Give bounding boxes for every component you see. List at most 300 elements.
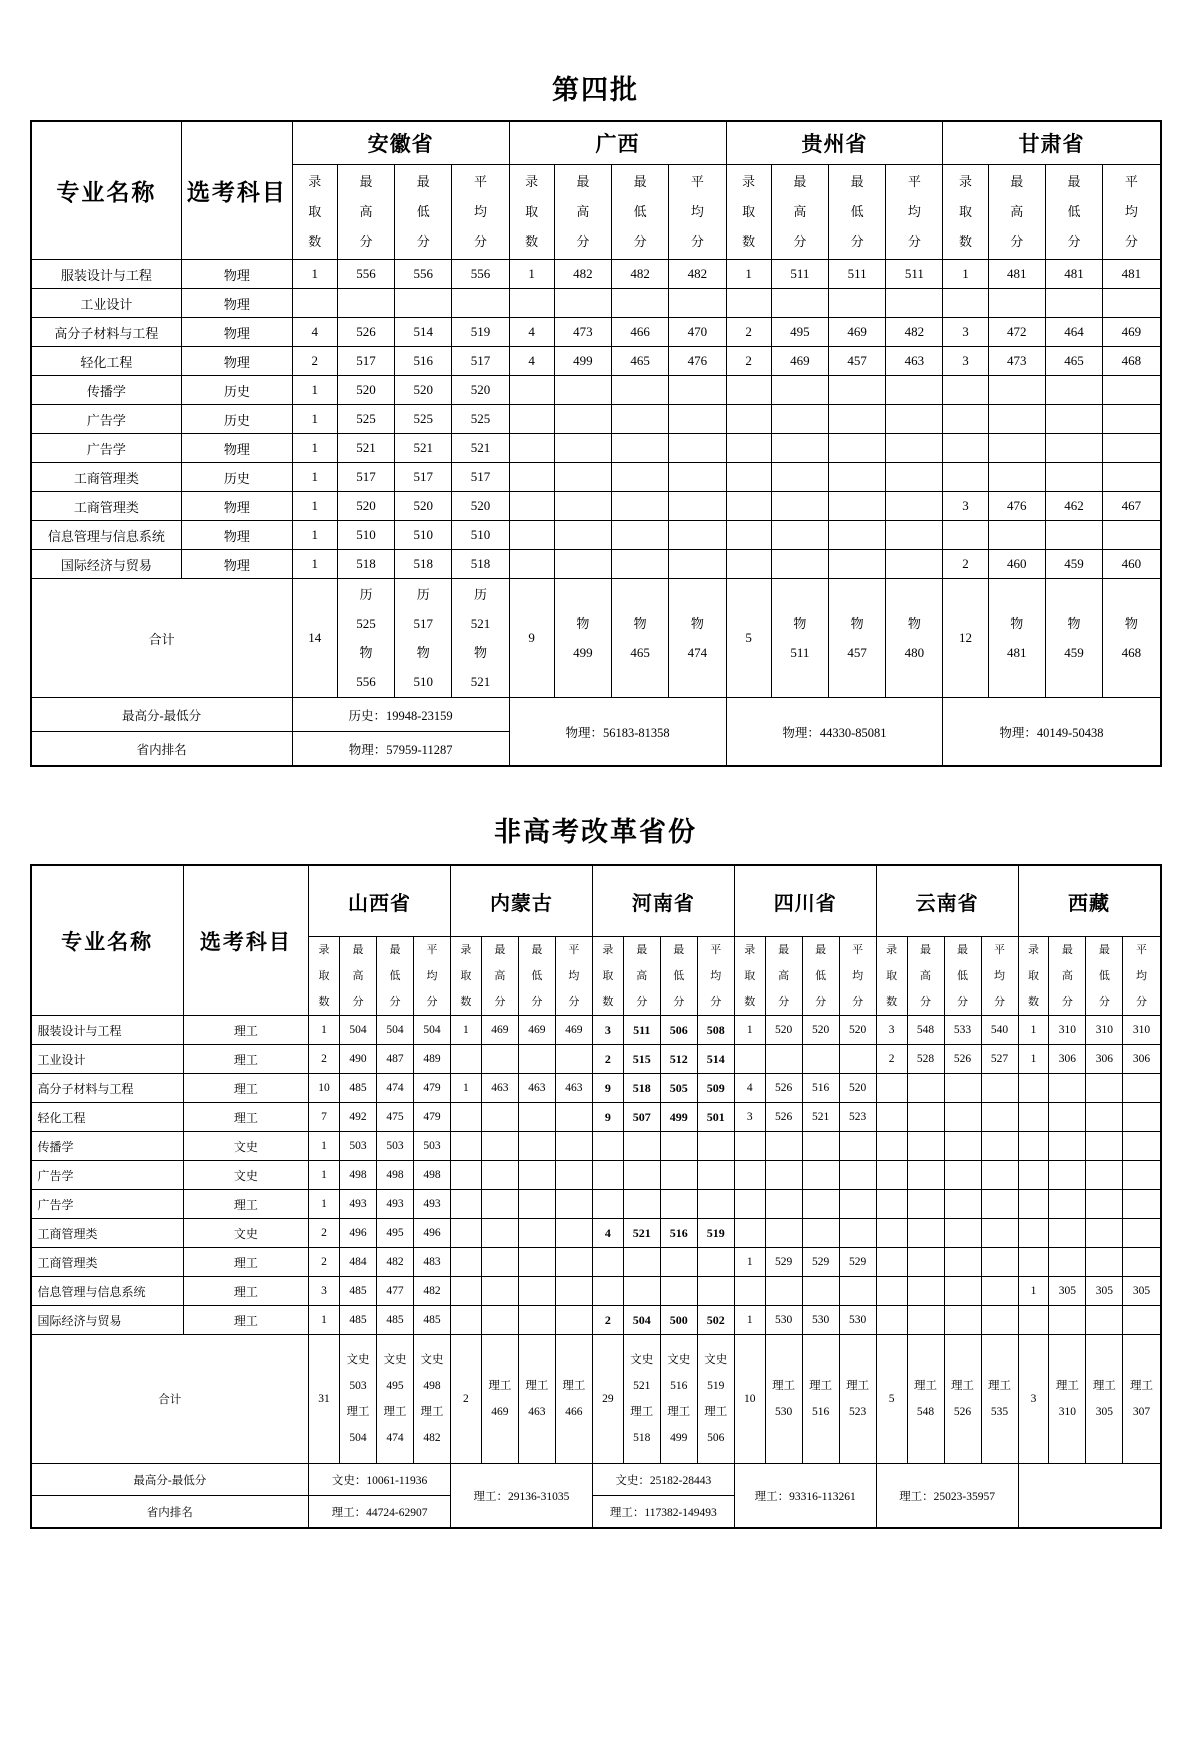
score-cell: 520 (765, 1016, 802, 1045)
score-cell: 493 (339, 1190, 376, 1219)
score-cell: 489 (413, 1045, 450, 1074)
score-cell (554, 492, 611, 521)
t2-province-henan: 河南省 (592, 866, 734, 937)
subheader-最高分: 最 高 分 (988, 165, 1045, 260)
score-cell (612, 550, 669, 579)
subject-name: 物理 (182, 318, 292, 347)
subheader-最低分: 最 低 分 (518, 937, 555, 1016)
t1-col-subject-header: 选考科目 (182, 122, 292, 260)
major-name: 工商管理类 (31, 1248, 183, 1277)
score-cell (907, 1132, 944, 1161)
score-cell: 479 (413, 1103, 450, 1132)
score-cell (771, 550, 828, 579)
score-cell: 1 (309, 1132, 340, 1161)
score-cell (592, 1190, 623, 1219)
score-cell: 518 (623, 1074, 660, 1103)
score-cell (555, 1045, 592, 1074)
score-cell (828, 289, 885, 318)
score-cell: 460 (988, 550, 1045, 579)
score-cell (1049, 1248, 1086, 1277)
score-cell (1086, 1074, 1123, 1103)
score-cell: 514 (697, 1045, 734, 1074)
score-cell: 477 (376, 1277, 413, 1306)
score-cell: 306 (1049, 1045, 1086, 1074)
summary-max-gansu: 物 481 (988, 579, 1045, 698)
table-row (31, 521, 1160, 550)
score-cell: 3 (943, 347, 988, 376)
subject-name: 文史 (183, 1219, 308, 1248)
score-cell: 472 (988, 318, 1045, 347)
score-cell (907, 1306, 944, 1335)
table-row (31, 1306, 1160, 1335)
subheader-平均分: 平 均 分 (555, 937, 592, 1016)
subheader-最高分: 最 高 分 (771, 165, 828, 260)
score-cell (1123, 1219, 1160, 1248)
score-cell: 485 (339, 1074, 376, 1103)
subheader-最低分: 最 低 分 (828, 165, 885, 260)
score-cell (944, 1161, 981, 1190)
score-cell: 2 (309, 1248, 340, 1277)
score-cell (612, 492, 669, 521)
score-cell: 1 (451, 1074, 482, 1103)
score-cell (734, 1161, 765, 1190)
t2-col-subject-header: 选考科目 (183, 866, 308, 1016)
score-cell (802, 1277, 839, 1306)
table-row (31, 1074, 1160, 1103)
summary-max-anhui: 历 525 物 556 (337, 579, 394, 698)
footer-anhui-physics: 物理：57959-11287 (292, 732, 509, 766)
section-1-title: 第四批 (552, 75, 639, 105)
score-cell: 305 (1049, 1277, 1086, 1306)
score-cell: 3 (734, 1103, 765, 1132)
summary-label: 合计 (31, 1335, 309, 1464)
score-cell (876, 1103, 907, 1132)
subheader-录取数: 录 取 数 (509, 165, 554, 260)
footer-yunnan: 理工：25023-35957 (876, 1464, 1018, 1528)
subheader-录取数: 录 取 数 (943, 165, 988, 260)
score-cell: 504 (623, 1306, 660, 1335)
subject-name: 物理 (182, 521, 292, 550)
admission-table-non-reform-provinces (31, 865, 1161, 1528)
subheader-录取数: 录 取 数 (734, 937, 765, 1016)
score-cell: 1 (292, 521, 337, 550)
score-cell (660, 1190, 697, 1219)
score-cell: 508 (697, 1016, 734, 1045)
score-cell (771, 289, 828, 318)
score-cell (623, 1190, 660, 1219)
t2-province-yunnan: 云南省 (876, 866, 1018, 937)
score-cell (886, 521, 943, 550)
score-cell (669, 289, 726, 318)
score-cell (697, 1190, 734, 1219)
score-cell (981, 1132, 1018, 1161)
score-cell: 504 (376, 1016, 413, 1045)
score-cell: 525 (452, 405, 509, 434)
score-cell (1049, 1219, 1086, 1248)
score-cell (509, 405, 554, 434)
score-cell (481, 1219, 518, 1248)
score-cell (765, 1161, 802, 1190)
score-cell (1049, 1132, 1086, 1161)
score-cell (828, 405, 885, 434)
score-cell: 463 (555, 1074, 592, 1103)
subject-name: 文史 (183, 1161, 308, 1190)
score-cell: 501 (697, 1103, 734, 1132)
subheader-最低分: 最 低 分 (802, 937, 839, 1016)
score-cell (1086, 1190, 1123, 1219)
major-name: 信息管理与信息系统 (31, 1277, 183, 1306)
score-cell: 526 (765, 1074, 802, 1103)
score-cell: 504 (339, 1016, 376, 1045)
major-name: 工业设计 (31, 289, 182, 318)
score-cell: 460 (1103, 550, 1160, 579)
major-name: 服装设计与工程 (31, 1016, 183, 1045)
score-cell: 310 (1086, 1016, 1123, 1045)
major-name: 广告学 (31, 405, 182, 434)
score-cell (612, 521, 669, 550)
score-cell (726, 521, 771, 550)
score-cell: 495 (771, 318, 828, 347)
subject-name: 物理 (182, 289, 292, 318)
subject-name: 理工 (183, 1248, 308, 1277)
summary-avg-henan: 文史 519 理工 506 (697, 1335, 734, 1464)
score-cell (734, 1045, 765, 1074)
score-cell: 1 (1018, 1016, 1049, 1045)
summary-label: 合计 (31, 579, 292, 698)
score-cell (944, 1132, 981, 1161)
score-cell (509, 289, 554, 318)
score-cell: 469 (1103, 318, 1160, 347)
major-name: 广告学 (31, 434, 182, 463)
score-cell (509, 492, 554, 521)
table-row (31, 1277, 1160, 1306)
score-cell: 1 (943, 260, 988, 289)
score-cell (944, 1248, 981, 1277)
score-cell: 515 (623, 1045, 660, 1074)
summary-max-guangxi: 物 499 (554, 579, 611, 698)
major-name: 高分子材料与工程 (31, 1074, 183, 1103)
subheader-平均分: 平 均 分 (697, 937, 734, 1016)
score-cell: 487 (376, 1045, 413, 1074)
score-cell: 516 (660, 1219, 697, 1248)
subheader-平均分: 平 均 分 (1123, 937, 1160, 1016)
score-cell: 485 (376, 1306, 413, 1335)
subheader-录取数: 录 取 数 (592, 937, 623, 1016)
score-cell: 518 (337, 550, 394, 579)
score-cell: 503 (339, 1132, 376, 1161)
score-cell (518, 1132, 555, 1161)
subheader-最高分: 最 高 分 (1049, 937, 1086, 1016)
score-cell (669, 434, 726, 463)
score-cell (944, 1074, 981, 1103)
score-cell: 520 (337, 376, 394, 405)
score-cell: 310 (1123, 1016, 1160, 1045)
score-cell (886, 492, 943, 521)
score-cell (481, 1248, 518, 1277)
score-cell: 519 (452, 318, 509, 347)
score-cell: 512 (660, 1045, 697, 1074)
summary-avg-guangxi: 物 474 (669, 579, 726, 698)
score-cell: 10 (309, 1074, 340, 1103)
t1-province-guizhou: 贵州省 (726, 122, 943, 165)
score-cell (1045, 289, 1102, 318)
score-cell (612, 376, 669, 405)
score-cell (839, 1277, 876, 1306)
summary-count-henan: 29 (592, 1335, 623, 1464)
subheader-平均分: 平 均 分 (1103, 165, 1160, 260)
score-cell (337, 289, 394, 318)
score-cell (802, 1045, 839, 1074)
score-cell (1086, 1103, 1123, 1132)
score-cell (1123, 1306, 1160, 1335)
score-cell (1018, 1161, 1049, 1190)
score-cell: 498 (376, 1161, 413, 1190)
score-cell: 510 (395, 521, 452, 550)
score-cell (612, 289, 669, 318)
table-row (31, 492, 1160, 521)
score-cell (1086, 1161, 1123, 1190)
score-cell: 514 (395, 318, 452, 347)
score-cell: 506 (660, 1016, 697, 1045)
score-cell (669, 521, 726, 550)
subject-name: 物理 (182, 492, 292, 521)
score-cell: 482 (886, 318, 943, 347)
score-cell (1103, 289, 1160, 318)
summary-max-xizang: 理工 310 (1049, 1335, 1086, 1464)
score-cell (1103, 463, 1160, 492)
score-cell (1086, 1219, 1123, 1248)
score-cell (451, 1190, 482, 1219)
score-cell: 1 (309, 1016, 340, 1045)
score-cell (623, 1161, 660, 1190)
subheader-录取数: 录 取 数 (1018, 937, 1049, 1016)
summary-avg-sichuan: 理工 523 (839, 1335, 876, 1464)
score-cell (555, 1161, 592, 1190)
table-row (31, 1103, 1160, 1132)
score-cell: 1 (292, 260, 337, 289)
score-cell: 465 (1045, 347, 1102, 376)
subject-name: 历史 (182, 405, 292, 434)
summary-max-shanxi: 文史 503 理工 504 (339, 1335, 376, 1464)
score-cell: 521 (395, 434, 452, 463)
score-cell: 1 (292, 463, 337, 492)
score-cell: 3 (943, 318, 988, 347)
subheader-最高分: 最 高 分 (623, 937, 660, 1016)
score-cell (988, 405, 1045, 434)
score-cell: 1 (734, 1016, 765, 1045)
score-cell (1123, 1190, 1160, 1219)
summary-min-shanxi: 文史 495 理工 474 (376, 1335, 413, 1464)
subject-name: 物理 (182, 347, 292, 376)
score-cell (451, 1132, 482, 1161)
score-cell (981, 1219, 1018, 1248)
score-cell: 526 (765, 1103, 802, 1132)
t2-col-major-header: 专业名称 (31, 866, 183, 1016)
major-name: 广告学 (31, 1161, 183, 1190)
score-cell: 529 (802, 1248, 839, 1277)
subheader-最高分: 最 高 分 (907, 937, 944, 1016)
score-cell (1049, 1190, 1086, 1219)
score-cell: 520 (395, 492, 452, 521)
score-cell (481, 1161, 518, 1190)
score-cell (981, 1306, 1018, 1335)
score-cell: 526 (944, 1045, 981, 1074)
score-cell (592, 1161, 623, 1190)
score-cell (554, 405, 611, 434)
score-cell (944, 1306, 981, 1335)
score-cell (623, 1248, 660, 1277)
score-cell: 503 (413, 1132, 450, 1161)
score-cell: 504 (413, 1016, 450, 1045)
score-cell (771, 434, 828, 463)
summary-avg-xizang: 理工 307 (1123, 1335, 1160, 1464)
score-cell: 1 (309, 1161, 340, 1190)
footer-shanxi-ligong: 理工：44724-62907 (309, 1496, 451, 1528)
score-cell (734, 1190, 765, 1219)
score-cell (1018, 1248, 1049, 1277)
score-cell: 463 (886, 347, 943, 376)
score-cell (886, 289, 943, 318)
footer-neimenggu: 理工：29136-31035 (451, 1464, 593, 1528)
score-cell (660, 1161, 697, 1190)
score-cell: 305 (1123, 1277, 1160, 1306)
major-name: 广告学 (31, 1190, 183, 1219)
score-cell (943, 405, 988, 434)
summary-min-xizang: 理工 305 (1086, 1335, 1123, 1464)
score-cell (1018, 1074, 1049, 1103)
score-cell (452, 289, 509, 318)
score-cell (839, 1161, 876, 1190)
score-cell: 519 (697, 1219, 734, 1248)
score-cell: 521 (452, 434, 509, 463)
score-cell (518, 1306, 555, 1335)
table-row (31, 1219, 1160, 1248)
summary-row (31, 579, 1160, 698)
table-row (31, 1016, 1160, 1045)
score-cell (907, 1277, 944, 1306)
score-cell (981, 1248, 1018, 1277)
score-cell (771, 376, 828, 405)
score-cell (518, 1161, 555, 1190)
score-cell (451, 1306, 482, 1335)
major-name: 工商管理类 (31, 1219, 183, 1248)
score-cell: 305 (1086, 1277, 1123, 1306)
t1-province-guangxi: 广西 (509, 122, 726, 165)
score-cell: 482 (612, 260, 669, 289)
score-cell (765, 1132, 802, 1161)
score-cell: 556 (395, 260, 452, 289)
score-cell (660, 1248, 697, 1277)
major-name: 轻化工程 (31, 1103, 183, 1132)
score-cell (697, 1277, 734, 1306)
score-cell (765, 1277, 802, 1306)
table-row (31, 434, 1160, 463)
score-cell: 517 (452, 347, 509, 376)
table-row (31, 1161, 1160, 1190)
score-cell (828, 550, 885, 579)
score-cell (1103, 405, 1160, 434)
summary-max-neimenggu: 理工 469 (481, 1335, 518, 1464)
score-cell (623, 1132, 660, 1161)
score-cell (876, 1306, 907, 1335)
score-cell (1049, 1161, 1086, 1190)
subheader-最高分: 最 高 分 (339, 937, 376, 1016)
score-cell (623, 1277, 660, 1306)
score-cell: 1 (292, 405, 337, 434)
summary-min-sichuan: 理工 516 (802, 1335, 839, 1464)
score-cell: 476 (988, 492, 1045, 521)
score-cell (726, 405, 771, 434)
table-row (31, 1132, 1160, 1161)
subheader-最高分: 最 高 分 (337, 165, 394, 260)
score-cell (697, 1161, 734, 1190)
summary-avg-gansu: 物 468 (1103, 579, 1160, 698)
score-cell: 505 (660, 1074, 697, 1103)
footer-guizhou: 物理：44330-85081 (726, 698, 943, 766)
subheader-平均分: 平 均 分 (981, 937, 1018, 1016)
summary-max-sichuan: 理工 530 (765, 1335, 802, 1464)
summary-count-anhui: 14 (292, 579, 337, 698)
score-cell: 2 (726, 347, 771, 376)
score-cell: 516 (802, 1074, 839, 1103)
score-cell: 510 (452, 521, 509, 550)
summary-min-guangxi: 物 465 (612, 579, 669, 698)
score-cell (1049, 1074, 1086, 1103)
score-cell (981, 1074, 1018, 1103)
score-cell (660, 1132, 697, 1161)
score-cell: 530 (802, 1306, 839, 1335)
score-cell (555, 1277, 592, 1306)
score-cell (907, 1103, 944, 1132)
t2-province-sichuan: 四川省 (734, 866, 876, 937)
score-cell: 463 (518, 1074, 555, 1103)
score-cell: 528 (907, 1045, 944, 1074)
score-cell (802, 1219, 839, 1248)
score-cell (876, 1248, 907, 1277)
table-1-province-header-row (31, 122, 1160, 165)
score-cell (612, 434, 669, 463)
summary-count-sichuan: 10 (734, 1335, 765, 1464)
score-cell: 502 (697, 1306, 734, 1335)
score-cell (765, 1219, 802, 1248)
score-cell (828, 521, 885, 550)
score-cell (555, 1132, 592, 1161)
score-cell: 2 (876, 1045, 907, 1074)
summary-count-neimenggu: 2 (451, 1335, 482, 1464)
footer-row-score-range (31, 698, 1160, 732)
score-cell: 517 (395, 463, 452, 492)
score-cell: 464 (1045, 318, 1102, 347)
score-cell: 473 (988, 347, 1045, 376)
t1-col-major-header: 专业名称 (31, 122, 182, 260)
score-cell (988, 289, 1045, 318)
score-cell (944, 1103, 981, 1132)
t1-province-gansu: 甘肃省 (943, 122, 1160, 165)
score-cell (943, 521, 988, 550)
score-cell (481, 1103, 518, 1132)
score-cell (1123, 1074, 1160, 1103)
table-row (31, 463, 1160, 492)
score-cell (592, 1277, 623, 1306)
score-cell: 495 (376, 1219, 413, 1248)
score-cell: 2 (592, 1306, 623, 1335)
subheader-最低分: 最 低 分 (1086, 937, 1123, 1016)
footer-label-score-range: 最高分-最低分 (31, 1464, 309, 1496)
score-cell (554, 550, 611, 579)
score-cell (592, 1132, 623, 1161)
score-cell: 2 (726, 318, 771, 347)
score-cell (612, 405, 669, 434)
